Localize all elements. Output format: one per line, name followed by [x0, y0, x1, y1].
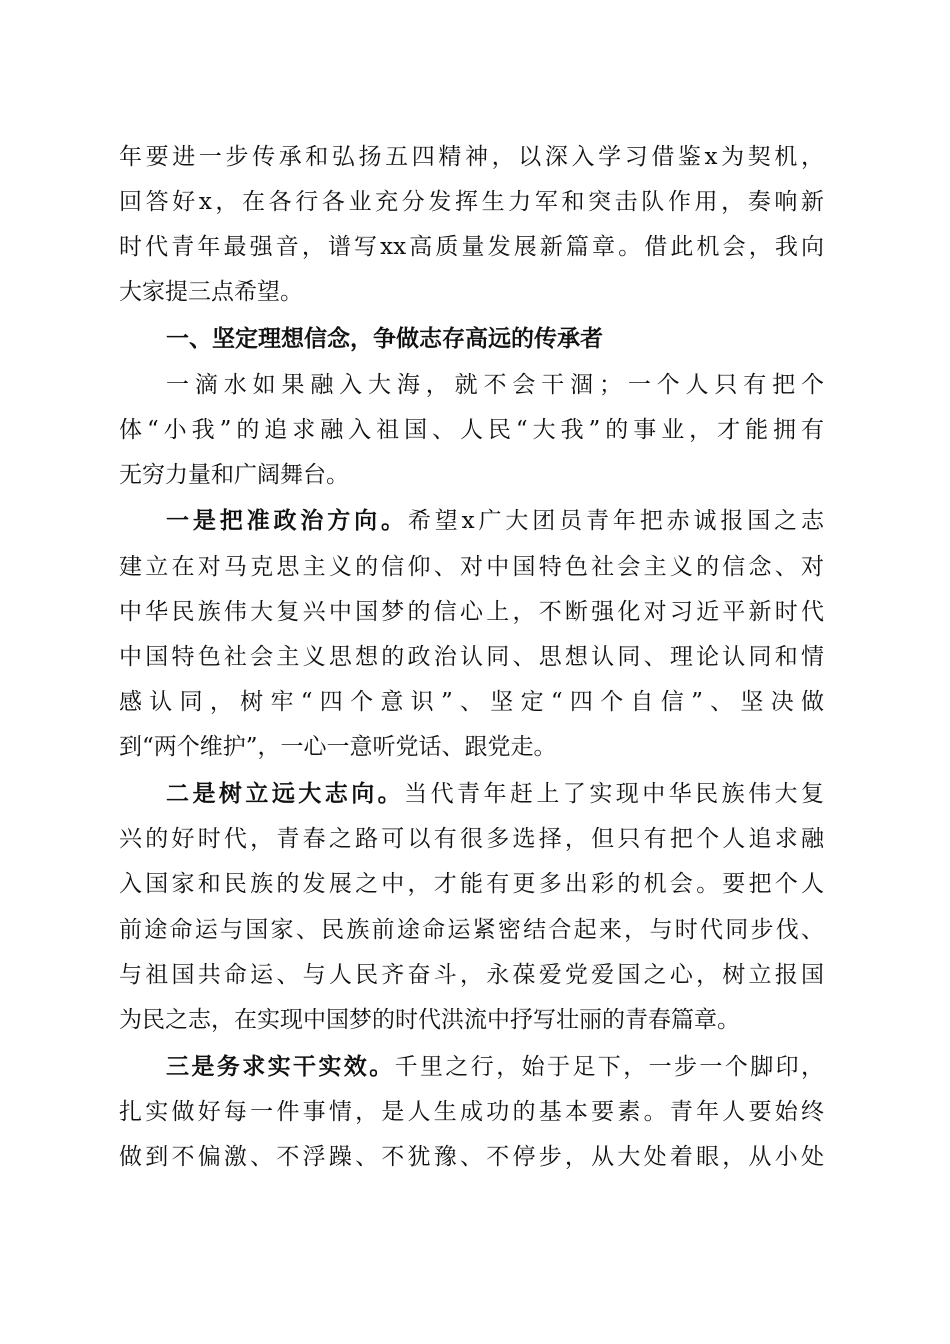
- paragraph-4-line-4: 前途命运与国家、民族前途命运紧密结合起来，与时代同步伐、: [119, 917, 824, 943]
- paragraph-5-line-1-text: 千里之行，始于足下，一步一个脚印，: [394, 1054, 825, 1080]
- paragraph-3-line-1-text: 希望x广大团员青年把赤诚报国之志: [407, 508, 824, 534]
- paragraph-4-line-5: 与祖国共命运、与人民齐奋斗，永葆爱党爱国之心，树立报国: [119, 962, 824, 988]
- paragraph-2-line-2: 体“小我”的追求融入祖国、人民“大我”的事业，才能拥有: [119, 417, 824, 443]
- paragraph-1-line-2: 回答好x，在各行各业充分发挥生力军和突击队作用，奏响新: [119, 189, 824, 215]
- paragraph-4-line-3: 入国家和民族的发展之中，才能有更多出彩的机会。要把个人: [119, 871, 824, 897]
- paragraph-3-line-5: 感认同，树牢“四个意识”、坚定“四个自信”、坚决做: [119, 689, 824, 715]
- paragraph-3-line-3: 中华民族伟大复兴中国梦的信心上，不断强化对习近平新时代: [119, 599, 824, 625]
- paragraph-4-line-6: 为民之志，在实现中国梦的时代洪流中抒写壮丽的青春篇章。: [119, 1007, 740, 1033]
- paragraph-4-line-1-text: 当代青年赶上了实现中华民族伟大复: [404, 781, 825, 807]
- paragraph-4-line-1: [166, 773, 824, 815]
- paragraph-3-line-4: 中国特色社会主义思想的政治认同、思想认同、理论认同和情: [119, 644, 824, 670]
- section-heading-1: 一、坚定理想信念，争做志存高远的传承者: [166, 325, 603, 352]
- paragraph-5-line-1: [166, 1046, 824, 1088]
- paragraph-5-lead: 三是务求实干实效。: [166, 1053, 395, 1080]
- paragraph-1-line-3: 时代青年最强音，谱写xx高质量发展新篇章。借此机会，我向: [119, 234, 824, 260]
- paragraph-1-line-4: 大家提三点希望。: [119, 279, 303, 305]
- paragraph-5-line-2: 扎实做好每一件事情，是人生成功的基本要素。青年人要始终: [119, 1099, 824, 1125]
- paragraph-2-line-1: 一滴水如果融入大海，就不会干涸；一个人只有把个: [166, 372, 824, 398]
- paragraph-4-lead: 二是树立远大志向。: [166, 780, 405, 807]
- paragraph-3-line-2: 建立在对马克思主义的信仰、对中国特色社会主义的信念、对: [119, 554, 824, 580]
- paragraph-2-line-3: 无穷力量和广阔舞台。: [119, 462, 349, 488]
- paragraph-3-lead: 一是把准政治方向。: [166, 507, 408, 534]
- paragraph-3-line-1: [166, 500, 824, 542]
- paragraph-5-line-3: 做到不偏激、不浮躁、不犹豫、不停步，从大处着眼，从小处: [119, 1144, 824, 1170]
- paragraph-3-line-6: 到“两个维护”，一心一意听党话、跟党走。: [119, 734, 557, 760]
- paragraph-1-line-1: 年要进一步传承和弘扬五四精神，以深入学习借鉴x为契机，: [119, 144, 824, 170]
- paragraph-4-line-2: 兴的好时代，青春之路可以有很多选择，但只有把个人追求融: [119, 826, 824, 852]
